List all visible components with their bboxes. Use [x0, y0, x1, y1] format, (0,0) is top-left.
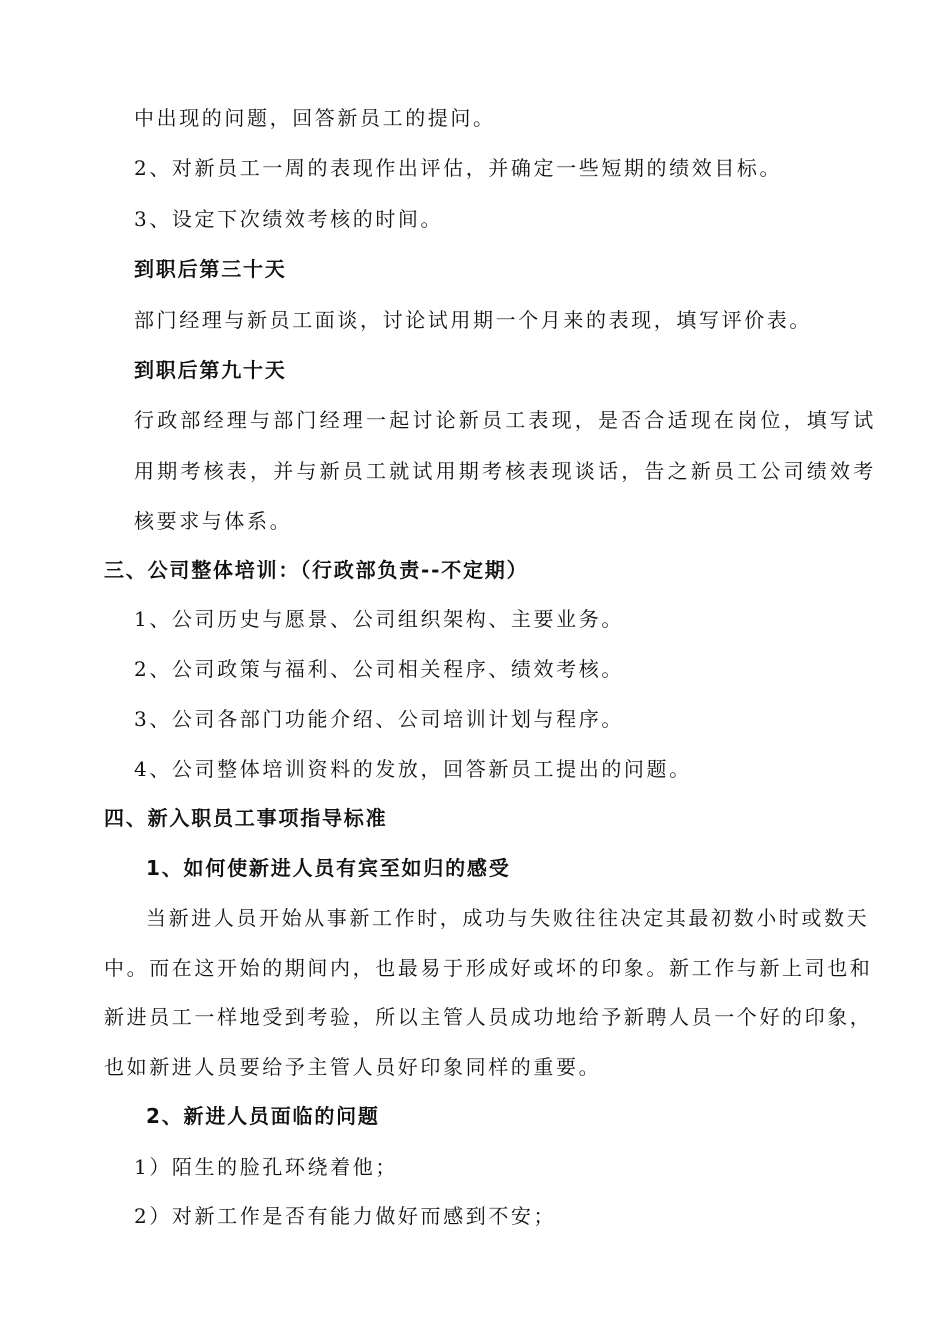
- paragraph-line: 中。而在这开始的期间内，也最易于形成好或坏的印象。新工作与新上司也和: [104, 956, 873, 980]
- list-item: 1）陌生的脸孔环绕着他；: [134, 1155, 398, 1179]
- paragraph-line: 用期考核表，并与新员工就试用期考核表现谈话，告之新员工公司绩效考: [134, 459, 877, 483]
- list-item: 1、公司历史与愿景、公司组织架构、主要业务。: [134, 607, 624, 631]
- paragraph-line: 新进员工一样地受到考验，所以主管人员成功地给予新聘人员一个好的印象，: [104, 1005, 873, 1029]
- section-heading-3: 三、公司整体培训：（行政部负责--不定期）: [104, 558, 529, 582]
- paragraph-line: 中出现的问题，回答新员工的提问。: [134, 106, 496, 130]
- list-item: 2、公司政策与福利、公司相关程序、绩效考核。: [134, 657, 624, 681]
- paragraph-line: 部门经理与新员工面谈，讨论试用期一个月来的表现，填写评价表。: [134, 308, 812, 332]
- subheading-day-90: 到职后第九十天: [134, 358, 287, 382]
- subheading-day-30: 到职后第三十天: [134, 257, 287, 281]
- subheading-2: 2、新进人员面临的问题: [146, 1104, 380, 1128]
- list-item: 3、公司各部门功能介绍、公司培训计划与程序。: [134, 707, 624, 731]
- list-item: 4、公司整体培训资料的发放，回答新员工提出的问题。: [134, 757, 692, 781]
- subheading-1: 1、如何使新进人员有宾至如归的感受: [146, 856, 511, 880]
- paragraph-line: 行政部经理与部门经理一起讨论新员工表现，是否合适现在岗位，填写试: [134, 408, 877, 432]
- list-item: 3、设定下次绩效考核的时间。: [134, 207, 444, 231]
- section-heading-4: 四、新入职员工事项指导标准: [104, 806, 388, 830]
- paragraph-line: 核要求与体系。: [134, 509, 293, 533]
- list-item: 2）对新工作是否有能力做好而感到不安；: [134, 1204, 557, 1228]
- list-item: 2、对新员工一周的表现作出评估，并确定一些短期的绩效目标。: [134, 156, 783, 180]
- paragraph-line: 当新进人员开始从事新工作时，成功与失败往往决定其最初数小时或数天: [146, 906, 870, 930]
- paragraph-line: 也如新进人员要给予主管人员好印象同样的重要。: [104, 1055, 602, 1079]
